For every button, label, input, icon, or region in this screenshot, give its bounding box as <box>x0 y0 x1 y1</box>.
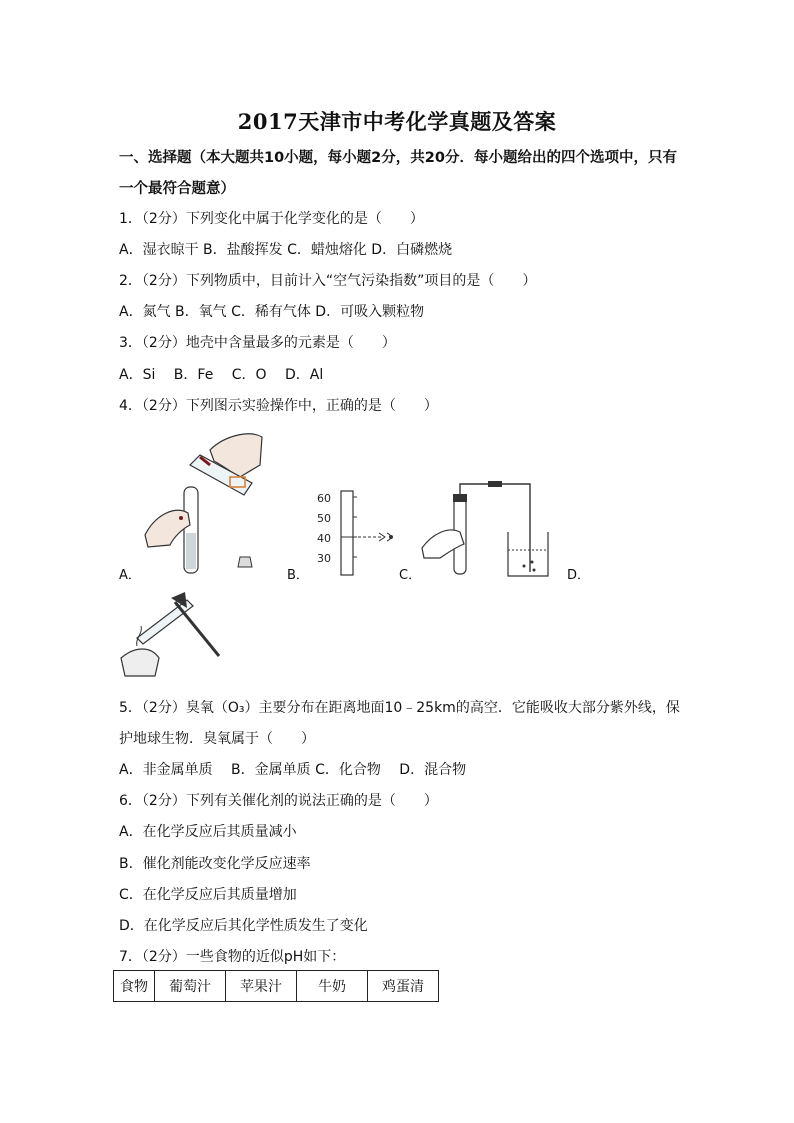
table-cell-apple-juice: 苹果汁 <box>226 971 297 1002</box>
cylinder-tick-60: 60 <box>317 492 331 505</box>
q3-stem: 3．（2分）地壳中含量最多的元素是（ ） <box>119 335 396 351</box>
q5-stem-line1: 5．（2分）臭氧（O₃）主要分布在距离地面10﹣25km的高空．它能吸收大部分紫外线，保 <box>119 700 680 716</box>
figure-c-airtightness-check <box>420 480 560 580</box>
q7-stem: 7．（2分）一些食物的近似pH如下： <box>119 949 346 965</box>
table-cell-egg-white: 鸡蛋清 <box>368 971 439 1002</box>
q6-option-c: C．在化学反应后其质量增加 <box>119 887 297 903</box>
q1-options: A．湿衣晾干 B．盐酸挥发 C．蜡烛熔化 D．白磷燃烧 <box>119 242 453 258</box>
q4-option-b-label: B． <box>287 568 309 583</box>
page-title: 2017天津市中考化学真题及答案 <box>237 109 557 134</box>
q6-option-a: A．在化学反应后其质量减小 <box>119 824 297 840</box>
section-heading-line2: 一个最符合题意） <box>119 181 235 197</box>
table-cell-grape-juice: 葡萄汁 <box>155 971 226 1002</box>
q7-ph-table <box>113 970 439 1002</box>
figure-d-heating-test-tube <box>115 588 225 686</box>
cylinder-tick-50: 50 <box>317 512 331 525</box>
table-cell-food: 食物 <box>114 971 155 1002</box>
q4-option-c-label: C． <box>399 568 422 583</box>
q4-stem: 4．（2分）下列图示实验操作中，正确的是（ ） <box>119 398 438 414</box>
table-cell-milk: 牛奶 <box>297 971 368 1002</box>
q6-option-d: D．在化学反应后其化学性质发生了变化 <box>119 918 368 934</box>
q1-stem: 1．（2分）下列变化中属于化学变化的是（ ） <box>119 211 424 227</box>
q6-option-b: B．催化剂能改变化学反应速率 <box>119 856 311 872</box>
cylinder-tick-40: 40 <box>317 532 331 545</box>
section-heading-line1: 一、选择题（本大题共10小题，每小题2分，共20分．每小题给出的四个选项中，只有 <box>119 150 677 166</box>
q4-option-d-label: D． <box>567 568 591 583</box>
figure-a-pouring-liquid <box>140 425 270 575</box>
table-row <box>114 971 439 1002</box>
figure-b-reading-cylinder <box>305 485 405 580</box>
q3-options: A．Si B．Fe C．O D．Al <box>119 367 324 383</box>
q5-stem-line2: 护地球生物．臭氧属于（ ） <box>119 731 315 747</box>
q4-option-a-label: A． <box>119 568 141 583</box>
q6-stem: 6．（2分）下列有关催化剂的说法正确的是（ ） <box>119 793 438 809</box>
q2-options: A．氮气 B．氧气 C．稀有气体 D．可吸入颗粒物 <box>119 304 425 320</box>
q2-stem: 2．（2分）下列物质中，目前计入“空气污染指数”项目的是（ ） <box>119 273 537 289</box>
cylinder-tick-30: 30 <box>317 552 331 565</box>
q5-options: A．非金属单质 B．金属单质 C．化合物 D．混合物 <box>119 762 467 778</box>
